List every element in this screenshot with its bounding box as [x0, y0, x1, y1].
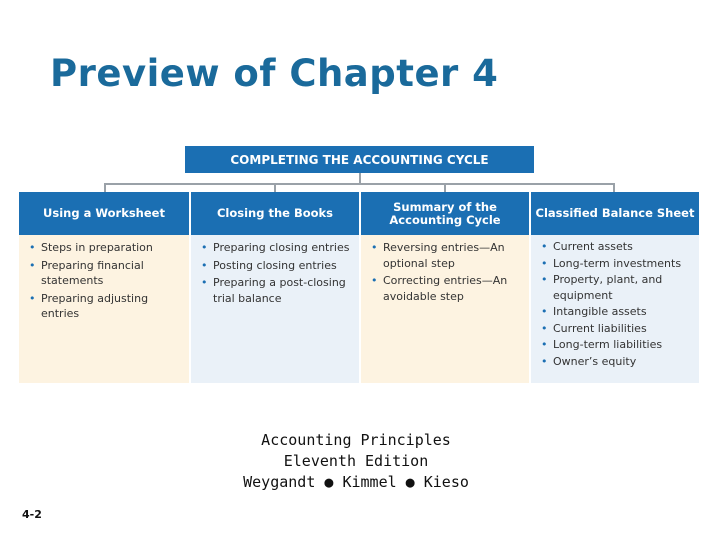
list-item [541, 256, 695, 272]
list-item-text: Posting closing entries [213, 258, 337, 272]
list-item [371, 240, 525, 271]
connector-col-3 [444, 183, 446, 192]
bullet-icon: • [201, 258, 208, 272]
column-body [531, 235, 699, 383]
list-item [541, 337, 695, 353]
list-item-text: Preparing adjusting entries [41, 291, 149, 320]
book-credit [0, 430, 712, 493]
list-item [541, 239, 695, 255]
list-item-text: Long-term liabilities [553, 338, 663, 351]
bullet-icon: • [29, 258, 36, 272]
bullet-icon: • [541, 305, 548, 318]
bullet-icon: • [371, 274, 378, 287]
list-item-text: Preparing financial statements [41, 258, 144, 287]
column-summary-of-accounting-cycle [361, 192, 529, 383]
column-heading: Classified Balance Sheet [531, 192, 699, 235]
list-item [201, 258, 355, 274]
list-item [201, 275, 355, 306]
book-edition: Eleventh Edition [283, 452, 429, 470]
bullet-icon: • [541, 354, 548, 368]
column-heading: Using a Worksheet [19, 192, 189, 235]
column-using-a-worksheet [19, 192, 189, 383]
list-item-text: Preparing closing entries [213, 241, 350, 254]
connector-col-1 [104, 183, 106, 192]
list-item-text: Intangible assets [553, 305, 647, 318]
column-body [19, 235, 189, 383]
connector-horizontal [104, 183, 615, 185]
list-item [201, 240, 355, 256]
list-item [29, 240, 185, 256]
bullet-icon: • [29, 291, 36, 305]
list-item [541, 304, 695, 320]
list-item-text: Preparing a post-closing trial balance [213, 276, 346, 305]
bullet-icon: • [371, 241, 378, 254]
list-item [541, 272, 695, 303]
list-item [541, 321, 695, 337]
list-item [29, 258, 185, 289]
column-heading: Summary of the Accounting Cycle [361, 192, 529, 235]
page-number: 4-2 [22, 508, 42, 521]
column-body [191, 235, 359, 383]
bullet-icon: • [541, 338, 548, 351]
book-title: Accounting Principles [261, 431, 451, 449]
diagram-root-box: COMPLETING THE ACCOUNTING CYCLE [185, 146, 534, 173]
diagram-grid [19, 192, 699, 383]
bullet-icon: • [201, 276, 208, 289]
list-item [371, 273, 525, 304]
bullet-icon: • [541, 256, 548, 270]
connector-col-4 [613, 183, 615, 192]
list-item-text: Owner’s equity [553, 354, 637, 368]
connector-col-2 [274, 183, 276, 192]
column-classified-balance-sheet [531, 192, 699, 383]
list-item [29, 291, 185, 322]
bullet-icon: • [541, 273, 548, 286]
list-item-text: Steps in preparation [41, 241, 153, 254]
book-authors: Weygandt ● Kimmel ● Kieso [243, 473, 469, 491]
list-item-text: Long-term investments [553, 256, 682, 270]
list-item-text: Current assets [553, 240, 633, 253]
list-item [541, 354, 695, 370]
bullet-icon: • [541, 321, 548, 335]
list-item-text: Current liabilities [553, 321, 647, 335]
column-closing-the-books [191, 192, 359, 383]
column-heading: Closing the Books [191, 192, 359, 235]
slide-title: Preview of Chapter 4 [50, 52, 499, 95]
list-item-text: Reversing entries—An optional step [383, 241, 505, 270]
column-body [361, 235, 529, 383]
list-item-text: Correcting entries—An avoidable step [383, 274, 508, 303]
bullet-icon: • [541, 240, 548, 253]
list-item-text: Property, plant, and equipment [553, 273, 663, 302]
bullet-icon: • [201, 241, 208, 254]
bullet-icon: • [29, 241, 36, 254]
